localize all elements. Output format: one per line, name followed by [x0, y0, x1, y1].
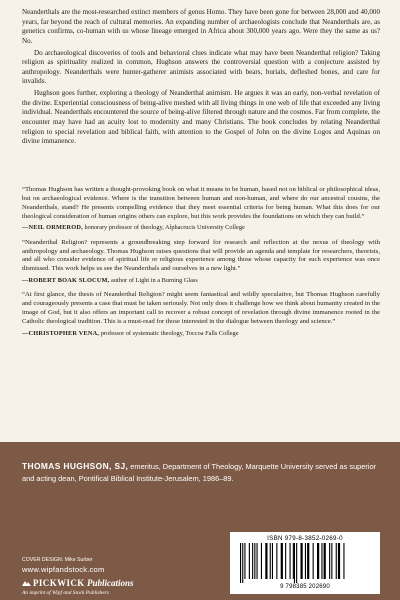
barcode-bar: [257, 543, 258, 579]
publisher-website: www.wipfandstock.com: [22, 565, 105, 574]
barcode-bar: [290, 543, 291, 579]
endorser-name: —NEIL ORMEROD,: [22, 224, 83, 232]
barcode-bar: [317, 543, 319, 579]
barcode-bar: [294, 543, 295, 583]
barcode-bar: [313, 543, 314, 579]
isbn-label: ISBN 979-8-3852-0269-0: [267, 535, 343, 542]
barcode-bar: [307, 543, 309, 579]
author-name: THOMAS HUGHSON, SJ,: [22, 461, 129, 471]
publisher-name-rest: Publications: [84, 578, 134, 588]
endorser-credential: professor of systematic theology, Toccoa Falls College: [99, 329, 239, 337]
endorsement: [22, 186, 380, 233]
barcode-bar: [261, 543, 262, 579]
barcode-bar: [254, 543, 255, 579]
barcode: [230, 532, 380, 594]
barcode-bar: [305, 543, 306, 579]
barcode-bar: [240, 543, 241, 583]
endorser-credential: author of Light in a Burning Glass: [109, 277, 198, 285]
barcode-bar: [244, 543, 245, 579]
barcode-bar: [265, 543, 267, 579]
publisher-name-caps: PICKWICK: [33, 578, 85, 588]
barcode-bar: [249, 543, 250, 579]
barcode-bar: [296, 543, 297, 583]
endorsement-attribution: [22, 277, 380, 285]
barcode-bar: [338, 543, 340, 579]
synopsis-paragraph: Hughson goes further, exploring a theology of Neanderthal animism. He argues it was an early, non-verbal revelation of the divine. Experiential consciousness of being-alive meshed with all living things in one web of life that exceeded any living individual. Neanderthals encountered the source of being-alive filtered through nature and the cosmos. Far from complete, the encounter may have had an acuity lost to modernity and many Christians. The book concludes by relating Neanderthal religion to special revelation and biblical faith, with attention to the Gospel of John on the divine Logos and Aquinas on divine immanence.: [22, 89, 380, 146]
endorsement-quote: “At first glance, the thesis of Neanderthal Religion? might seem fantastical and wildly speculative, but Thomas Hughson carefully and courageously presents a case that must be taken seriously. Not only does it challenge how we think about humanity created in the image of God, but it also offers an important call to recover a robust concept of revelation through divine immanence rooted in the Catholic theological tradition. This is a must-read for those interested in the dialogue between theology and science.”: [22, 291, 380, 325]
barcode-digits: 9 798385 202690: [280, 584, 330, 590]
endorsements: [22, 186, 380, 344]
barcode-bar: [242, 543, 243, 583]
barcode-bar: [336, 543, 337, 579]
barcode-bar: [293, 543, 294, 579]
endorsement: [22, 291, 380, 338]
barcode-bar: [270, 543, 271, 579]
barcode-bar: [301, 543, 303, 579]
barcode-bars-icon: [238, 543, 372, 583]
barcode-bar: [285, 543, 286, 579]
pickwick-logo-icon: [22, 580, 31, 587]
endorsement-attribution: [22, 330, 380, 338]
barcode-bar: [324, 543, 326, 579]
synopsis: [22, 8, 380, 149]
barcode-bar: [343, 543, 344, 579]
cover-design-credit: COVER DESIGN: Mike Surber: [22, 557, 93, 563]
publisher-imprint: An imprint of Wipf and Stock Publishers: [22, 590, 109, 596]
barcode-bar: [272, 543, 273, 579]
barcode-bar: [281, 543, 283, 579]
barcode-bar: [252, 543, 253, 579]
endorser-name: —CHRISTOPHER VENA,: [22, 329, 100, 337]
synopsis-paragraph: Neanderthals are the most-researched extinct members of genus Homo. They have been gone for between 28,000 and 40,000 years, far beyond the reach of cultural memories. An expanding number of archaeologists conclude that Neanderthals are, as genetics confirms, co-human with us whose lineage emerged in Africa about 300,000 years ago. Were they the same as us? No.: [22, 8, 380, 45]
author-bio-text: emeritus, Department of Theology, Marquette University served as superior and acting dean, Pontifical Biblical Institute-Jerusalem, 1986–89.: [22, 462, 377, 484]
endorsement-attribution: [22, 224, 380, 232]
back-cover-footer: [0, 442, 400, 600]
barcode-bar: [321, 543, 322, 579]
endorsement: [22, 239, 380, 286]
endorsement-quote: “Thomas Hughson has written a thought-provoking book on what it means to be human, based not on biblical or philosophical ideas, but on archaeological evidence. Where is the transition between human and non-human, and where do our ancestral cousins, the Neanderthals, stand? He presents compelling evidence that they meet essential criteria for being human. What this does for our theological consideration of human origins others can explore, but this work provides the foundations on which they can build.”: [22, 186, 380, 220]
endorser-name: —ROBERT BOAK SLOCUM,: [22, 277, 110, 285]
barcode-bar: [276, 543, 277, 579]
author-bio: [22, 460, 380, 484]
barcode-bar: [331, 543, 332, 579]
synopsis-paragraph: Do archaeological discoveries of tools and behavioral clues indicate what may have been Neanderthal religion? Taking religion as spirituality realized in common, Hughson answers the controversial question with a conjecture assisted by anthropology. Neanderthals were hunter-gatherer animists associated with bears, burials, defleshed bones, and care for invalids.: [22, 48, 380, 86]
endorser-credential: honorary professor of theology, Alphacrucis University College: [82, 224, 245, 232]
publisher-name: [22, 578, 133, 588]
barcode-bar: [329, 543, 330, 579]
endorsement-quote: “Neanderthal Religion? represents a groundbreaking step forward for research and reflection at the nexus of theology with anthropology and archaeology. Thomas Hughson raises questions that will provide an agenda and template for researchers, theorists, and all who consider evidence of spiritual life or religious experience among those whose capacity for such experience was once dismissed. This work helps us see the Neanderthals and ourselves in a new light.”: [22, 238, 380, 273]
